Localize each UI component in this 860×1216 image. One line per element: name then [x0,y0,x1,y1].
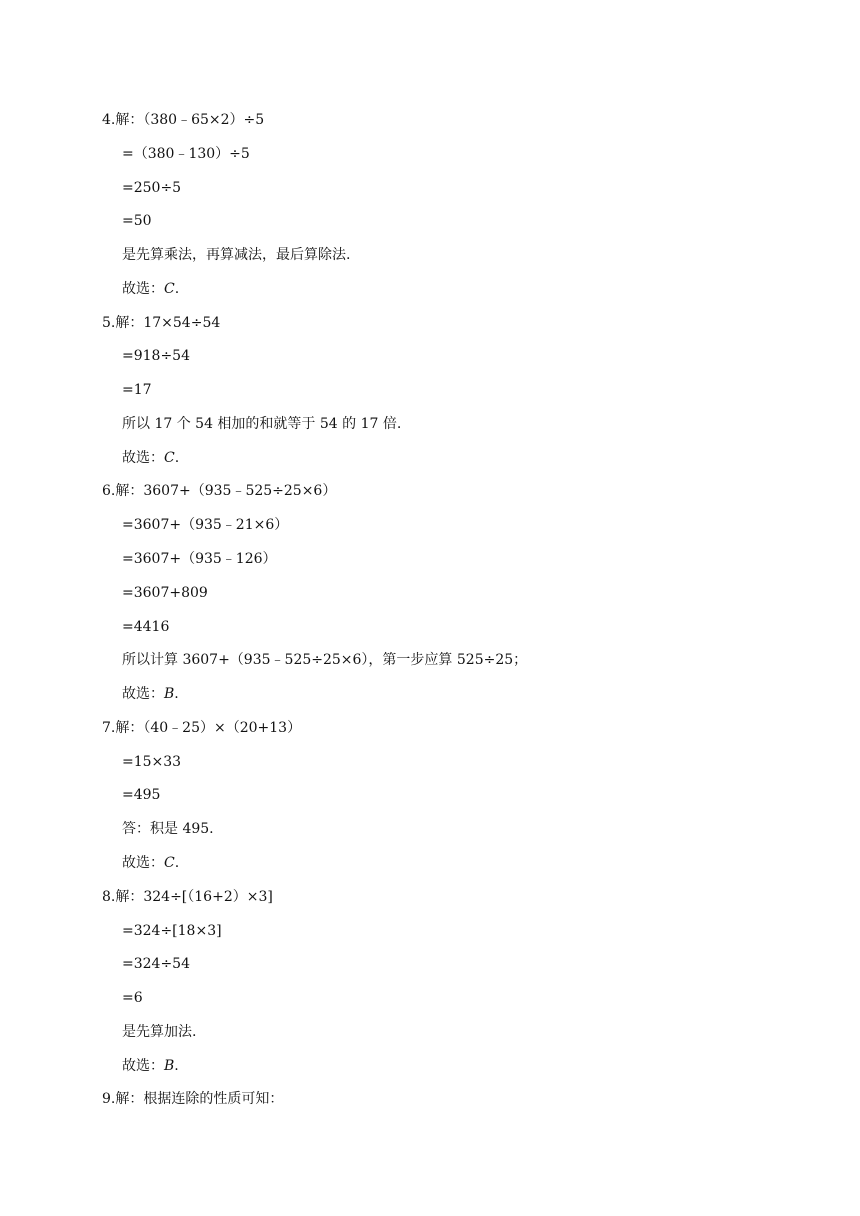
answer-line: 故选：B. [122,686,179,702]
solution-line: =（380﹣130）÷5 [122,146,250,162]
solution-line: 答：积是 495. [122,821,214,837]
answer-choice: B [164,1058,175,1074]
solution-line: =324÷[18×3] [122,923,222,939]
solution-line: 解：17×54÷54 [115,315,221,331]
solution-line: =324÷54 [122,956,190,972]
solution-line: =918÷54 [122,348,190,364]
solution-line: =495 [122,787,161,803]
problem-9-first-line [102,1089,283,1109]
solution-line: =3607+（935﹣21×6） [122,517,289,533]
solution-line: 所以 17 个 54 相加的和就等于 54 的 17 倍. [122,416,402,432]
solution-line: 解：324÷[（16+2）×3] [115,889,273,905]
answer-choice: C [164,855,175,871]
solution-line: 是先算乘法，再算减法，最后算除法. [122,247,351,263]
solution-line: 解：（40﹣25）×（20+13） [115,720,302,736]
solution-line: =50 [122,213,152,229]
solution-line: =250÷5 [122,180,182,196]
solution-line: 解：（380﹣65×2）÷5 [115,112,265,128]
problem-number: 9. [102,1091,116,1107]
problem-8-first-line [102,887,273,907]
answer-choice: B [164,686,175,702]
solution-line: =6 [122,990,143,1006]
solution-line: 解：3607+（935﹣525÷25×6） [115,483,337,499]
answer-choice: C [164,450,175,466]
answer-line: 故选：C. [122,855,180,871]
problem-6-first-line [102,481,336,501]
answer-line: 故选：B. [122,1058,179,1074]
problem-4-first-line [102,110,264,130]
answer-choice: C [164,281,175,297]
answer-line: 故选：C. [122,281,180,297]
solution-line: =4416 [122,619,170,635]
solution-line: 所以计算 3607+（935﹣525÷25×6），第一步应算 525÷25； [122,652,528,668]
solution-line: =15×33 [122,754,182,770]
problem-number: 8. [102,889,116,905]
problem-number: 7. [102,720,116,736]
solution-line: =17 [122,382,152,398]
solution-line: =3607+809 [122,585,208,601]
problem-number: 5. [102,315,116,331]
problem-number: 6. [102,483,116,499]
problem-5-first-line [102,313,220,333]
answer-line: 故选：C. [122,450,180,466]
problem-number: 4. [102,112,116,128]
solution-line: 解：根据连除的性质可知： [115,1091,284,1107]
solution-line: =3607+（935﹣126） [122,551,277,567]
problem-7-first-line [102,718,301,738]
solution-line: 是先算加法. [122,1024,197,1040]
